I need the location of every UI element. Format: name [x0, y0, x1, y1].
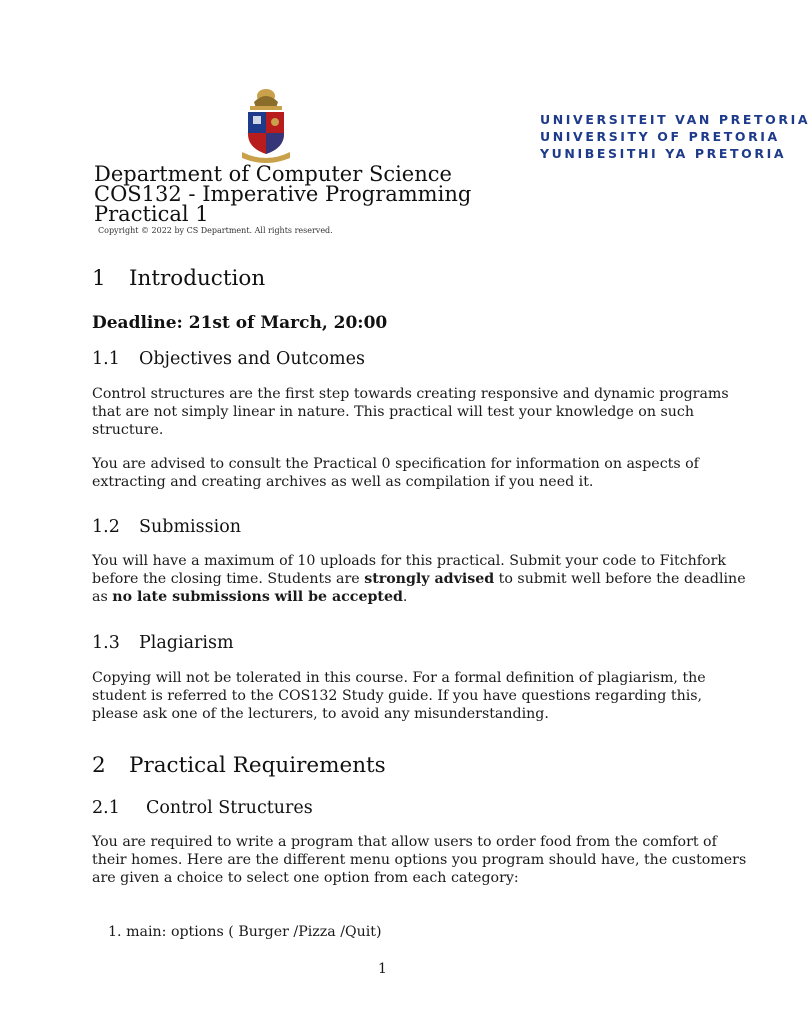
paragraph-line: Copying will not be tolerated in this course. For a formal definition of plagiarism, the — [92, 670, 706, 686]
paragraph-line — [92, 570, 746, 588]
subsection-title: Control Structures — [146, 798, 313, 818]
emphasis-strongly-advised: strongly advised — [364, 571, 495, 587]
plagiarism-paragraph — [92, 669, 706, 723]
logo-text-afrikaans: UNIVERSITEIT VAN PRETORIA — [540, 112, 810, 127]
deadline-text: Deadline: 21st of March, 20:00 — [92, 313, 388, 333]
paragraph-line: Control structures are the first step towards creating responsive and dynamic programs — [92, 386, 729, 402]
list-marker: 1. — [108, 924, 122, 940]
subsection-number: 2.1 — [92, 798, 120, 818]
text-run: to submit well before the deadline — [494, 571, 746, 587]
section-heading-introduction — [92, 266, 265, 291]
control-structures-paragraph — [92, 833, 747, 887]
section-title: Practical Requirements — [129, 753, 386, 778]
subsection-number: 1.1 — [92, 349, 120, 369]
section-heading-practical-requirements — [92, 753, 386, 778]
paragraph-line: their homes. Here are the different menu options you program should have, the customers — [92, 852, 747, 868]
subsection-title: Submission — [139, 517, 242, 537]
paragraph-line: please ask one of the lecturers, to avoid any misunderstanding. — [92, 706, 549, 722]
subsection-heading-plagiarism — [92, 633, 234, 653]
paragraph-line — [92, 588, 677, 606]
paragraph-line: extracting and creating archives as well as compilation if you need it. — [92, 474, 594, 490]
paragraph-line: You are advised to consult the Practical 0 specification for information on aspects of — [92, 456, 699, 472]
logo-text-english: UNIVERSITY OF PRETORIA — [540, 129, 780, 144]
emphasis-no-late-submissions: no late submissions will be accepted — [112, 589, 403, 605]
subsection-heading-submission — [92, 517, 241, 537]
subsection-heading-control-structures — [92, 798, 313, 818]
subsection-number: 1.2 — [92, 517, 120, 537]
submission-paragraph — [92, 552, 746, 606]
objectives-paragraph-2 — [92, 455, 699, 491]
paragraph-line: are given a choice to select one option from each category: — [92, 870, 519, 886]
university-logo — [236, 86, 810, 162]
copyright-notice: Copyright © 2022 by CS Department. All rights reserved. — [98, 226, 333, 235]
paragraph-line: You are required to write a program that allow users to order food from the comfort of — [92, 834, 717, 850]
section-number: 1 — [92, 266, 106, 291]
page-number: 1 — [378, 961, 387, 977]
list-item-text: main: options ( Burger /Pizza /Quit) — [126, 924, 382, 940]
logo-text-sepedi: YUNIBESITHI YA PRETORIA — [540, 146, 787, 161]
paragraph-line: student is referred to the COS132 Study guide. If you have questions regarding this, — [92, 688, 703, 704]
subsection-title: Objectives and Outcomes — [139, 349, 365, 369]
text-run: before the closing time. Students are — [92, 571, 365, 587]
paragraph-line: You will have a maximum of 10 uploads for this practical. Submit your code to Fitchfork — [92, 553, 726, 569]
course-title: COS132 - Imperative Programming — [94, 182, 472, 206]
objectives-paragraph-1 — [92, 385, 729, 439]
section-title: Introduction — [129, 266, 266, 291]
section-number: 2 — [92, 753, 106, 778]
subsection-heading-objectives — [92, 349, 365, 369]
department-title: Department of Computer Science — [94, 162, 452, 186]
text-run: . — [402, 589, 408, 605]
practical-title: Practical 1 — [94, 202, 209, 226]
subsection-number: 1.3 — [92, 633, 120, 653]
list-item — [108, 924, 382, 940]
paragraph-line: structure. — [92, 422, 164, 438]
paragraph-line: that are not simply linear in nature. This practical will test your knowledge on such — [92, 404, 694, 420]
text-run: as — [92, 589, 113, 605]
university-crest-icon — [236, 86, 296, 162]
subsection-title: Plagiarism — [139, 633, 234, 653]
